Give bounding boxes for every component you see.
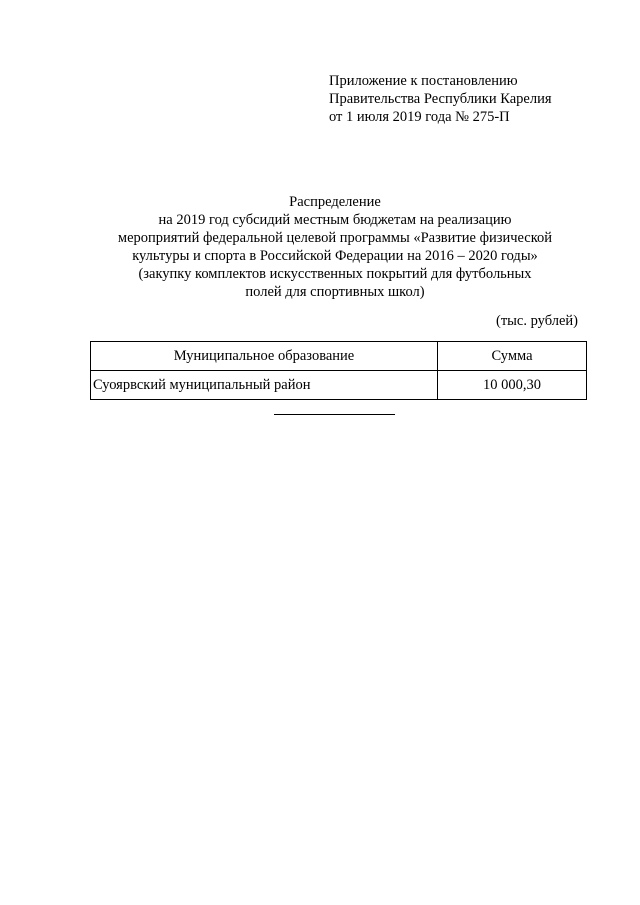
distribution-table: [90, 341, 587, 400]
appendix-line-2: Правительства Республики Карелия: [329, 91, 552, 107]
appendix-line-1: Приложение к постановлению: [329, 73, 518, 89]
title-line-2: на 2019 год субсидий местным бюджетам на реализацию: [158, 212, 512, 228]
title-line-5: (закупку комплектов искусственных покрытий для футбольных: [138, 266, 532, 282]
closing-divider: [274, 414, 395, 415]
title-line-4: культуры и спорта в Российской Федерации на 2016 – 2020 годы»: [132, 248, 538, 264]
cell-amount: 10 000,30: [438, 371, 587, 400]
appendix-line-3: от 1 июля 2019 года № 275-П: [329, 109, 510, 125]
title-line-3: мероприятий федеральной целевой программы «Развитие физической: [117, 230, 553, 246]
column-header-amount: Сумма: [438, 342, 587, 371]
units-note: (тыс. рублей): [496, 313, 578, 329]
table-header-row: [91, 342, 587, 371]
table-row: [91, 371, 587, 400]
appendix-header: [329, 72, 619, 126]
column-header-municipality: Муниципальное образование: [91, 342, 438, 371]
cell-municipality: Суоярвский муниципальный район: [91, 371, 438, 400]
title-line-1: Распределение: [289, 194, 381, 210]
document-title: [60, 193, 610, 301]
title-line-6: полей для спортивных школ): [245, 284, 425, 300]
